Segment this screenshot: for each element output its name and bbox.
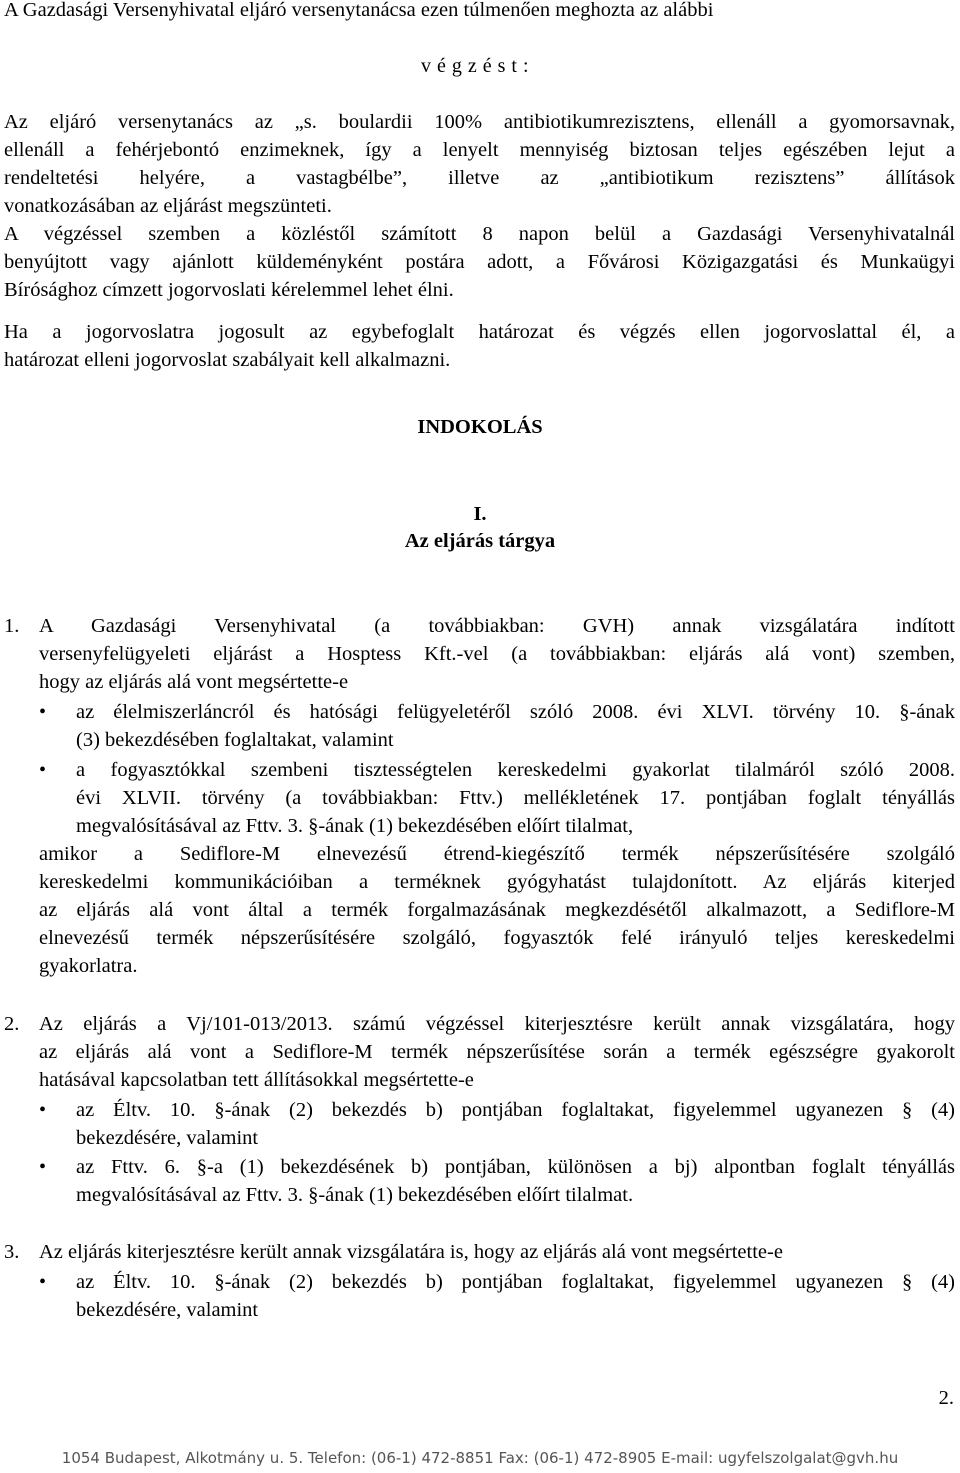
item2-bullet-line: az Fttv. 6. §-a (1) bekezdésének b) pontjában, különösen a bj) alpontban foglalt tényállás [76, 1156, 955, 1178]
bullet-dot: • [39, 1156, 47, 1178]
item2-line: Az eljárás a Vj/101-013/2013. számú végzéssel kiterjesztésre került annak vizsgálatára, hogy [39, 1013, 955, 1035]
item2-bullet-line: az Éltv. 10. §-ának (2) bekezdés b) pontjában foglaltakat, figyelemmel ugyanezen § (4) [76, 1099, 955, 1121]
item1-after-line: az eljárás alá vont által a termék forgalmazásának megkezdésétől alkalmazott, a Sediflore-M [39, 899, 955, 921]
item-number: 2. [4, 1013, 20, 1035]
item1-after-line: gyakorlatra. [39, 955, 138, 977]
vegzest-heading: v é g z é s t : [421, 55, 530, 77]
item2-line: az eljárás alá vont a Sediflore-M termék népszerűsítése során a termék egészségre gyakorolt [39, 1041, 955, 1063]
item-number: 1. [4, 615, 20, 637]
item1-bullet-line: évi XLVII. törvény (a továbbiakban: Fttv.) mellékletének 17. pontjában foglalt tényállás [76, 787, 955, 809]
bullet-dot: • [39, 701, 47, 723]
p3-line: határozat elleni jogorvoslat szabályait kell alkalmazni. [4, 349, 451, 371]
p1-line: ellenáll a fehérjebontó enzimeknek, így a lenyelt mennyiség biztosan teljes egészében lejut a [4, 139, 955, 161]
p2-line: benyújtott vagy ajánlott küldeményként postára adott, a Fővárosi Közigazgatási és Munkaügyi [4, 251, 955, 273]
section-title: Az eljárás tárgya [404, 530, 556, 552]
section-number: I. [473, 503, 487, 525]
p2-line: A végzéssel szemben a közléstől számított 8 napon belül a Gazdasági Versenyhivatalnál [4, 223, 955, 245]
p1-line: Az eljáró versenytanács az „s. boulardii 100% antibiotikumrezisztens, ellenáll a gyomorsavnak, [4, 111, 955, 133]
item1-line: A Gazdasági Versenyhivatal (a továbbiakban: GVH) annak vizsgálatára indított [39, 615, 955, 637]
item2-line: hatásával kapcsolatban tett állításokkal megsértette-e [39, 1069, 474, 1091]
item1-line: hogy az eljárás alá vont megsértette-e [39, 671, 349, 693]
item1-bullet-line: megvalósításával az Fttv. 3. §-ának (1) bekezdésében előírt tilalmat, [76, 815, 634, 837]
bullet-dot: • [39, 1271, 47, 1293]
item1-bullet-line: az élelmiszerláncról és hatósági felügyeletéről szóló 2008. évi XLVI. törvény 10. §-ának [76, 701, 955, 723]
bullet-dot: • [39, 759, 47, 781]
intro-line: A Gazdasági Versenyhivatal eljáró versenytanácsa ezen túlmenően meghozta az alábbi [4, 0, 714, 21]
bullet-dot: • [39, 1099, 47, 1121]
item3-line: Az eljárás kiterjesztésre került annak vizsgálatára is, hogy az eljárás alá vont megsértette-e [39, 1241, 783, 1263]
item-number: 3. [4, 1241, 20, 1263]
p3-line: Ha a jogorvoslatra jogosult az egybefoglalt határozat és végzés ellen jogorvoslattal él, a [4, 321, 955, 343]
item1-after-line: kereskedelmi kommunikációiban a terméknek gyógyhatást tulajdonított. Az eljárás kiterjed [39, 871, 955, 893]
p1-line: rendeltetési helyére, a vastagbélbe”, illetve az „antibiotikum rezisztens” állítások [4, 167, 955, 189]
page-number: 2. [938, 1387, 954, 1409]
indokolas-heading: INDOKOLÁS [417, 416, 543, 438]
item1-after-line: amikor a Sediflore-M elnevezésű étrend-kiegészítő termék népszerűsítésére szolgáló [39, 843, 955, 865]
p1-line: vonatkozásában az eljárást megszünteti. [4, 195, 332, 217]
item1-bullet-line: a fogyasztókkal szembeni tisztességtelen kereskedelmi gyakorlat tilalmáról szóló 2008. [76, 759, 955, 781]
item3-bullet-line: az Éltv. 10. §-ának (2) bekezdés b) pontjában foglaltakat, figyelemmel ugyanezen § (4) [76, 1271, 955, 1293]
item1-line: versenyfelügyeleti eljárást a Hosptess Kft.-vel (a továbbiakban: eljárás alá vont) szemben, [39, 643, 955, 665]
item1-after-line: elnevezésű termék népszerűsítésére szolgáló, fogyasztók felé irányuló teljes kereskedelmi [39, 927, 955, 949]
item2-bullet-line: bekezdésére, valamint [76, 1127, 259, 1149]
p2-line: Bírósághoz címzett jogorvoslati kérelemmel lehet élni. [4, 279, 454, 301]
item1-bullet-line: (3) bekezdésében foglaltakat, valamint [76, 729, 394, 751]
item3-bullet-line: bekezdésére, valamint [76, 1299, 259, 1321]
item2-bullet-line: megvalósításával az Fttv. 3. §-ának (1) bekezdésében előírt tilalmat. [76, 1184, 634, 1206]
footer-contact: 1054 Budapest, Alkotmány u. 5. Telefon: (06-1) 472-8851 Fax: (06-1) 472-8905 E-mail: ugyfelszolgalat@gvh.hu [61, 1449, 899, 1467]
